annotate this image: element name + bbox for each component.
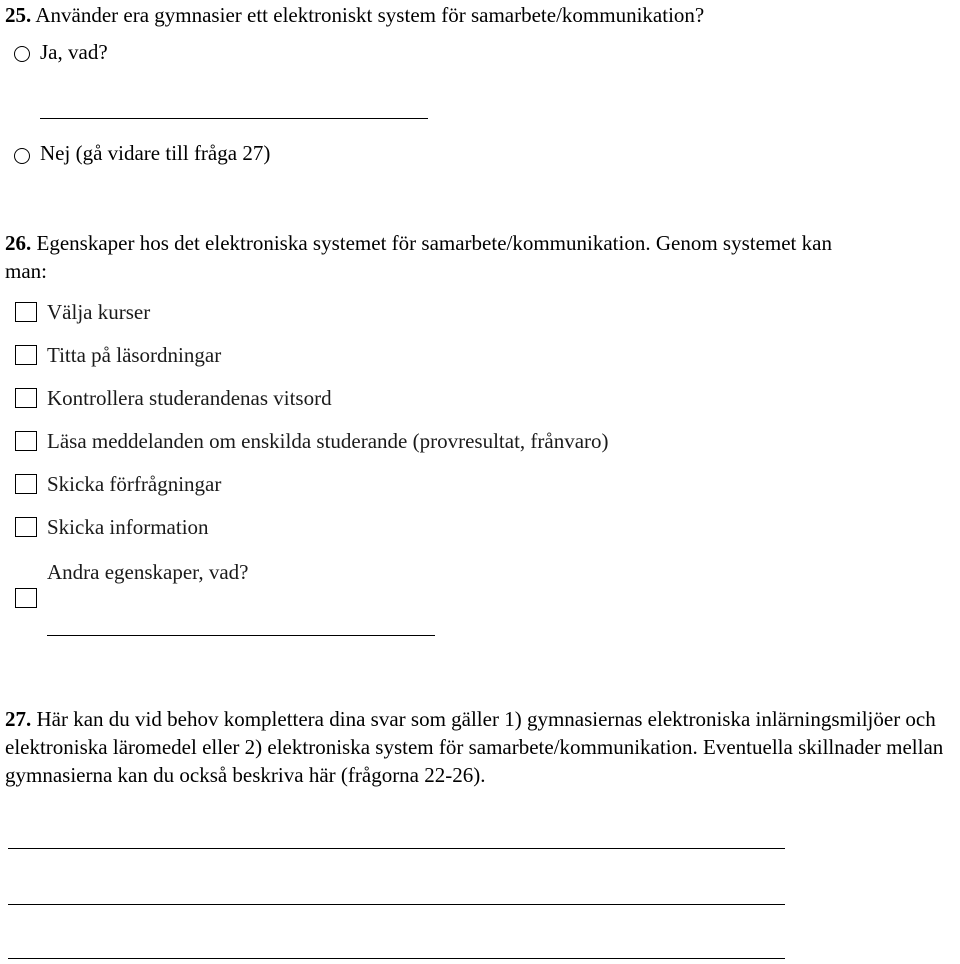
question-25-text: Använder era gymnasier ett elektroniskt system för samarbete/kommunikation? xyxy=(35,3,705,27)
question-26-text-cont: man: xyxy=(5,259,47,283)
option-ja-label: Ja, vad? xyxy=(40,40,108,64)
checkbox-kontrollera-vitsord[interactable] xyxy=(15,388,37,408)
option-kontrollera-vitsord-label: Kontrollera studerandenas vitsord xyxy=(47,386,332,410)
option-titta-lasordningar-label: Titta på läsordningar xyxy=(47,343,222,367)
option-nej-label: Nej (gå vidare till fråga 27) xyxy=(40,141,271,165)
option-skicka-information-label: Skicka information xyxy=(47,515,209,539)
checkbox-valja-kurser[interactable] xyxy=(15,302,37,322)
question-26-heading xyxy=(5,230,832,256)
checkbox-titta-lasordningar[interactable] xyxy=(15,345,37,365)
option-skicka-forfragningar-label: Skicka förfrågningar xyxy=(47,472,222,496)
option-andra-egenskaper-label: Andra egenskaper, vad? xyxy=(47,560,249,584)
radio-ja[interactable] xyxy=(14,46,30,62)
checkbox-skicka-information[interactable] xyxy=(15,517,37,537)
question-27-block xyxy=(5,705,960,789)
checkbox-lasa-meddelanden[interactable] xyxy=(15,431,37,451)
q27-answer-line-2[interactable] xyxy=(8,904,785,905)
q27-answer-line-1[interactable] xyxy=(8,848,785,849)
checkbox-andra-egenskaper[interactable] xyxy=(15,588,37,608)
question-25-heading xyxy=(5,2,704,28)
question-27-number: 27. xyxy=(5,707,32,731)
option-valja-kurser-label: Välja kurser xyxy=(47,300,151,324)
checkbox-skicka-forfragningar[interactable] xyxy=(15,474,37,494)
question-26-number: 26. xyxy=(5,231,32,255)
option-lasa-meddelanden-label: Läsa meddelanden om enskilda studerande (provresultat, frånvaro) xyxy=(47,429,609,453)
question-27-text: Här kan du vid behov komplettera dina svar som gäller 1) gymnasiernas elektroniska inlärningsmiljöer och elektroniska läromedel eller 2) elektroniska system för samarbete/kommunikation. Eventuella skillnader mellan gymnasierna kan du också beskriva här (frågorna 22-26). xyxy=(5,707,944,787)
question-25-number: 25. xyxy=(5,3,32,27)
q27-answer-line-3[interactable] xyxy=(8,958,785,959)
radio-nej[interactable] xyxy=(14,148,30,164)
question-26-text: Egenskaper hos det elektroniska systemet för samarbete/kommunikation. Genom systemet kan xyxy=(36,231,832,255)
ja-answer-line[interactable] xyxy=(40,118,428,119)
andra-egenskaper-answer-line[interactable] xyxy=(47,635,435,636)
